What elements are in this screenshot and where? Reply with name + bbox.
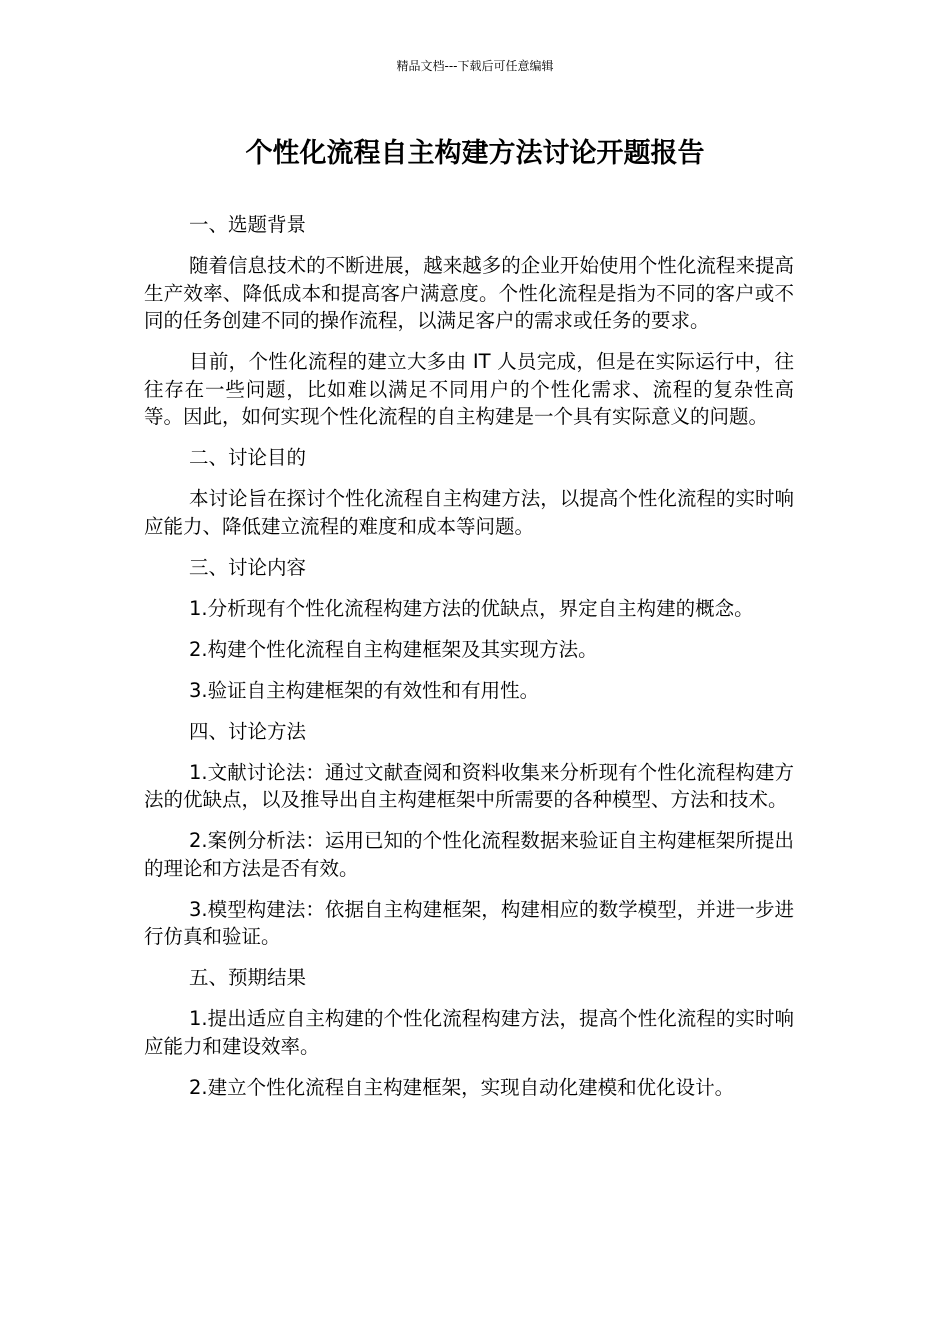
method-item-3: 3.模型构建法：依据自主构建框架，构建相应的数学模型，并进一步进行仿真和验证。 [144, 897, 794, 948]
section-heading-method: 四、讨论方法 [189, 719, 307, 743]
content-item-2: 2.构建个性化流程自主构建框架及其实现方法。 [189, 637, 598, 661]
results-item-1: 1.提出适应自主构建的个性化流程构建方法，提高个性化流程的实时响应能力和建设效率。 [144, 1007, 794, 1058]
method-item-1: 1.文献讨论法：通过文献查阅和资料收集来分析现有个性化流程构建方法的优缺点，以及推导出自主构建框架中所需要的各种模型、方法和技术。 [144, 760, 794, 811]
results-item-2: 2.建立个性化流程自主构建框架，实现自动化建模和优化设计。 [189, 1075, 735, 1099]
document-body [144, 211, 794, 1115]
section-heading-results: 五、预期结果 [189, 966, 307, 989]
paragraph-background-1: 随着信息技术的不断进展，越来越多的企业开始使用个性化流程来提高生产效率、降低成本和提高客户满意度。个性化流程是指为不同的客户或不同的任务创建不同的操作流程，以满足客户的需求或任务的要求。 [144, 254, 794, 332]
paragraph-purpose: 本讨论旨在探讨个性化流程自主构建方法，以提高个性化流程的实时响应能力、降低建立流程的难度和成本等问题。 [144, 487, 794, 538]
section-heading-content: 三、讨论内容 [189, 555, 307, 579]
paragraph-background-2: 目前，个性化流程的建立大多由 IT 人员完成，但是在实际运行中，往往存在一些问题，比如难以满足不同用户的个性化需求、流程的复杂性高等。因此，如何实现个性化流程的自主构建是一个具有实际意义的问题。 [144, 350, 794, 428]
header-note: 精品文档---下载后可任意编辑 [396, 59, 554, 73]
section-heading-background: 一、选题背景 [189, 213, 307, 236]
method-item-2: 2.案例分析法：运用已知的个性化流程数据来验证自主构建框架所提出的理论和方法是否有效。 [144, 829, 794, 880]
section-heading-purpose: 二、讨论目的 [189, 446, 307, 469]
document-title: 个性化流程自主构建方法讨论开题报告 [245, 138, 705, 169]
content-item-1: 1.分析现有个性化流程构建方法的优缺点，界定自主构建的概念。 [189, 596, 754, 620]
content-item-3: 3.验证自主构建框架的有效性和有用性。 [189, 678, 540, 702]
